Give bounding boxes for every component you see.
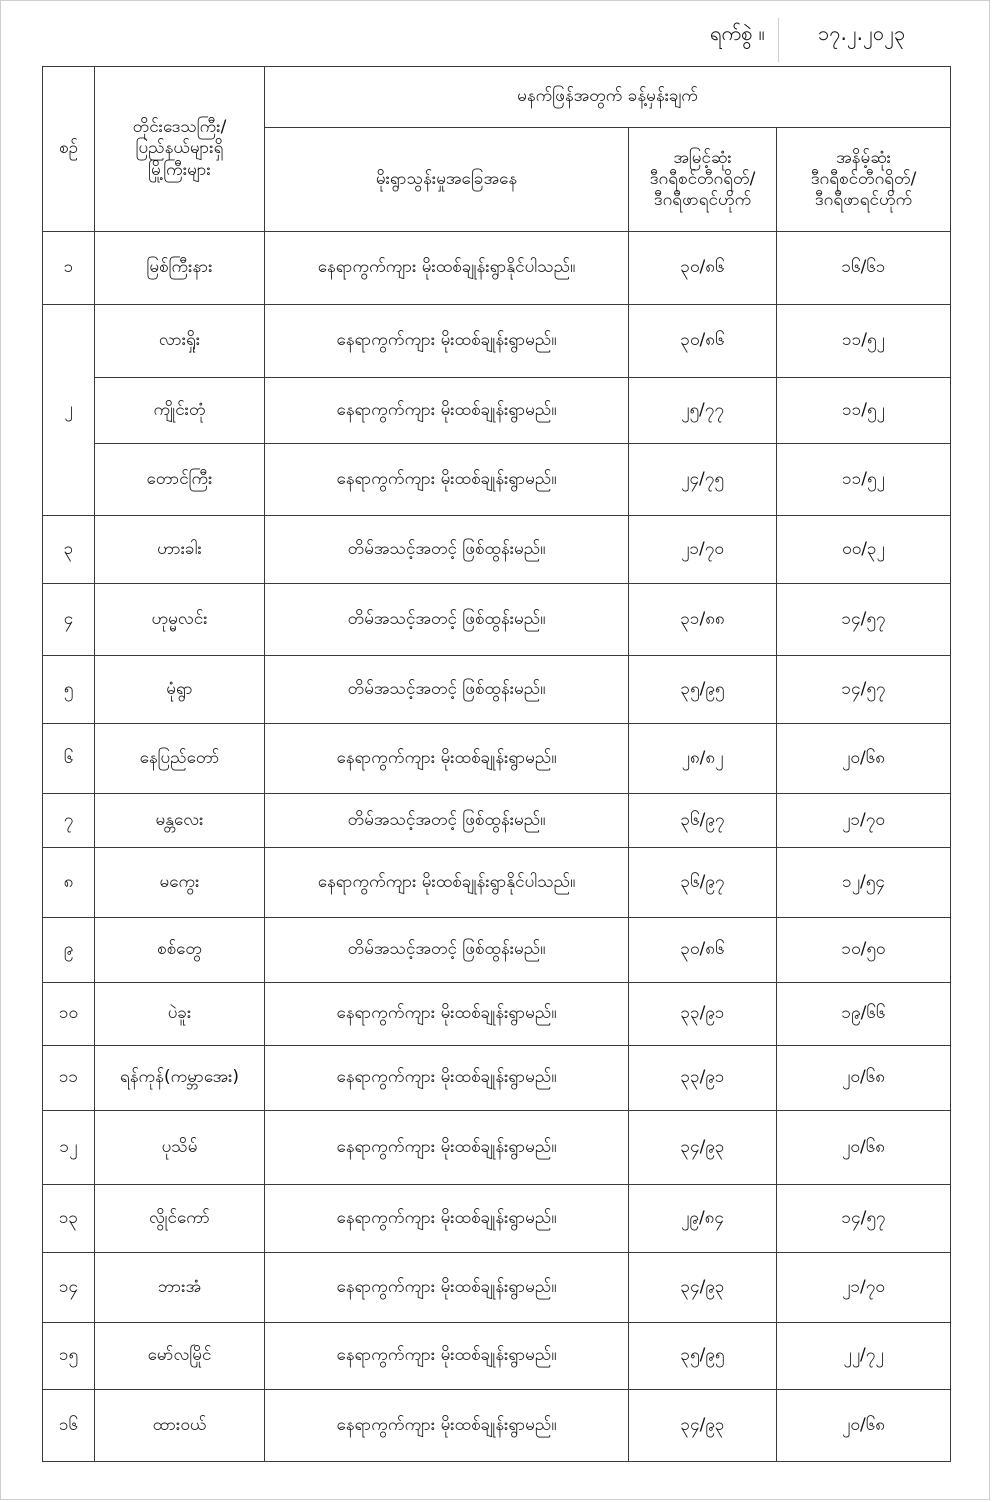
header-max-line-1: အမြင့်ဆုံး xyxy=(673,147,732,168)
row-city: ဟုမ္မလင်း xyxy=(95,584,265,656)
row-city: ဟားခါး xyxy=(95,516,265,584)
row-condition: တိမ်အသင့်အတင့် ဖြစ်ထွန်းမည်။ xyxy=(265,794,629,848)
date-value: ၁၇.၂.၂၀၂၃ xyxy=(818,21,906,45)
row-max: ၃၆/၉၇ xyxy=(629,848,777,918)
row-no: ၁၀ xyxy=(43,983,95,1046)
row-city: မော်လမြိုင် xyxy=(95,1323,265,1390)
row-max: ၃၃/၉၁ xyxy=(629,983,777,1046)
row-no: ၈ xyxy=(43,848,95,918)
row-min: ၁၁/၅၂ xyxy=(777,378,951,444)
date-row xyxy=(700,18,950,54)
header-min-line-2: ဒီဂရီစင်တီဂရိတ်/ xyxy=(810,168,917,189)
row-city: လွိုင်ကော် xyxy=(95,1185,265,1253)
table-row xyxy=(43,378,951,444)
row-min: ၂၀/၆၈ xyxy=(777,1390,951,1462)
header-max xyxy=(629,128,777,232)
table-row xyxy=(43,848,951,918)
table-row xyxy=(43,983,951,1046)
date-divider xyxy=(778,18,779,62)
table-row xyxy=(43,1111,951,1185)
table-row xyxy=(43,1390,951,1462)
row-condition: တိမ်အသင့်အတင့် ဖြစ်ထွန်းမည်။ xyxy=(265,584,629,656)
row-city: နေပြည်တော် xyxy=(95,724,265,794)
header-max-line-2: ဒီဂရီစင်တီဂရိတ်/ xyxy=(649,168,756,189)
row-no: ၁၆ xyxy=(43,1390,95,1462)
row-min: ၁၁/၅၂ xyxy=(777,444,951,516)
row-max: ၃၅/၉၅ xyxy=(629,656,777,724)
row-min: ၁၉/၆၆ xyxy=(777,983,951,1046)
row-city: လားရှိုး xyxy=(95,305,265,378)
row-condition: နေရာကွက်ကျား မိုးထစ်ချုန်းရွာမည်။ xyxy=(265,1185,629,1253)
header-city-line-2: ပြည်နယ်များရှိ xyxy=(135,138,224,159)
row-min: ၁၆/၆၁ xyxy=(777,232,951,305)
row-condition: နေရာကွက်ကျား မိုးထစ်ချုန်းရွာမည်။ xyxy=(265,305,629,378)
header-min-line-1: အနိမ့်ဆုံး xyxy=(836,147,891,168)
row-no: ၇ xyxy=(43,794,95,848)
row-min: ၂၀/၆၈ xyxy=(777,1046,951,1111)
row-min: ၁၄/၅၇ xyxy=(777,584,951,656)
row-min: ၂၀/၆၈ xyxy=(777,724,951,794)
table-row xyxy=(43,1185,951,1253)
row-condition: နေရာကွက်ကျား မိုးထစ်ချုန်းရွာမည်။ xyxy=(265,1111,629,1185)
header-condition: မိုးရွာသွန်းမှုအခြေအနေ xyxy=(265,128,629,232)
row-city: မကွေး xyxy=(95,848,265,918)
row-max: ၂၉/၈၄ xyxy=(629,1185,777,1253)
table-row xyxy=(43,1253,951,1323)
row-condition: နေရာကွက်ကျား မိုးထစ်ချုန်းရွာမည်။ xyxy=(265,983,629,1046)
row-no: ၄ xyxy=(43,584,95,656)
row-max: ၃၄/၉၃ xyxy=(629,1253,777,1323)
row-city: စစ်တွေ xyxy=(95,918,265,983)
row-condition: နေရာကွက်ကျား မိုးထစ်ချုန်းရွာမည်။ xyxy=(265,444,629,516)
row-min: ၂၀/၆၈ xyxy=(777,1111,951,1185)
row-max: ၃၀/၈၆ xyxy=(629,232,777,305)
header-forecast-group: မနက်ဖြန်အတွက် ခန့်မှန်းချက် xyxy=(265,67,951,128)
row-no: ၁ xyxy=(43,232,95,305)
row-no: ၅ xyxy=(43,656,95,724)
table-row xyxy=(43,656,951,724)
header-city-line-3: မြို့ကြီးများ xyxy=(148,159,211,180)
row-min: ၁၄/၅၇ xyxy=(777,656,951,724)
row-max: ၃၆/၉၇ xyxy=(629,794,777,848)
row-city: တောင်ကြီး xyxy=(95,444,265,516)
row-max: ၂၁/၇၀ xyxy=(629,516,777,584)
row-city: ပုသိမ် xyxy=(95,1111,265,1185)
table-row xyxy=(43,584,951,656)
table-row xyxy=(43,444,951,516)
table-row xyxy=(43,516,951,584)
row-condition: နေရာကွက်ကျား မိုးထစ်ချုန်းရွာနိုင်ပါသည်။ xyxy=(265,848,629,918)
table-row xyxy=(43,724,951,794)
row-min: ၂၁/၇၀ xyxy=(777,794,951,848)
row-condition: တိမ်အသင့်အတင့် ဖြစ်ထွန်းမည်။ xyxy=(265,516,629,584)
row-condition: နေရာကွက်ကျား မိုးထစ်ချုန်းရွာမည်။ xyxy=(265,1253,629,1323)
row-max: ၂၈/၈၂ xyxy=(629,724,777,794)
row-min: ၂၁/၇၀ xyxy=(777,1253,951,1323)
row-min: ၁၀/၅၀ xyxy=(777,918,951,983)
row-max: ၂၅/၇၇ xyxy=(629,378,777,444)
row-no: ၉ xyxy=(43,918,95,983)
header-min-line-3: ဒီဂရီဖာရင်ဟိုက် xyxy=(814,190,913,211)
row-city: မန္တလေး xyxy=(95,794,265,848)
row-condition: နေရာကွက်ကျား မိုးထစ်ချုန်းရွာမည်။ xyxy=(265,724,629,794)
row-condition: နေရာကွက်ကျား မိုးထစ်ချုန်းရွာမည်။ xyxy=(265,378,629,444)
table-row xyxy=(43,1046,951,1111)
row-city: မြစ်ကြီးနား xyxy=(95,232,265,305)
row-no: ၃ xyxy=(43,516,95,584)
row-city: ဘားအံ xyxy=(95,1253,265,1323)
row-city: ထားဝယ် xyxy=(95,1390,265,1462)
row-city: မုံရွာ xyxy=(95,656,265,724)
row-max: ၃၀/၈၆ xyxy=(629,305,777,378)
row-no: ၆ xyxy=(43,724,95,794)
header-city-line-1: တိုင်းဒေသကြီး/ xyxy=(132,117,227,138)
row-max: ၃၄/၉၃ xyxy=(629,1390,777,1462)
row-no: ၁၁ xyxy=(43,1046,95,1111)
row-condition: တိမ်အသင့်အတင့် ဖြစ်ထွန်းမည်။ xyxy=(265,656,629,724)
header-min xyxy=(777,128,951,232)
row-city: ပဲခူး xyxy=(95,983,265,1046)
row-city: ရန်ကုန်(ကမ္ဘာအေး) xyxy=(95,1046,265,1111)
table-row xyxy=(43,794,951,848)
row-no: ၁၂ xyxy=(43,1111,95,1185)
table-row xyxy=(43,918,951,983)
row-condition: နေရာကွက်ကျား မိုးထစ်ချုန်းရွာမည်။ xyxy=(265,1323,629,1390)
row-max: ၂၄/၇၅ xyxy=(629,444,777,516)
date-label: ရက်စွဲ ။ xyxy=(710,21,765,45)
row-min: ၀၀/၃၂ xyxy=(777,516,951,584)
header-city xyxy=(95,67,265,232)
row-no: ၂ xyxy=(43,305,95,516)
forecast-table xyxy=(42,66,951,1462)
header-no: စဉ် xyxy=(43,67,95,232)
row-condition: နေရာကွက်ကျား မိုးထစ်ချုန်းရွာနိုင်ပါသည်။ xyxy=(265,232,629,305)
row-condition: တိမ်အသင့်အတင့် ဖြစ်ထွန်းမည်။ xyxy=(265,918,629,983)
table-row xyxy=(43,305,951,378)
header-max-line-3: ဒီဂရီဖာရင်ဟိုက် xyxy=(653,190,752,211)
row-no: ၁၅ xyxy=(43,1323,95,1390)
row-max: ၃၅/၉၅ xyxy=(629,1323,777,1390)
row-condition: နေရာကွက်ကျား မိုးထစ်ချုန်းရွာမည်။ xyxy=(265,1390,629,1462)
table-row xyxy=(43,1323,951,1390)
row-max: ၃၃/၉၁ xyxy=(629,1046,777,1111)
row-min: ၁၁/၅၂ xyxy=(777,305,951,378)
row-min: ၁၂/၅၄ xyxy=(777,848,951,918)
table-row xyxy=(43,232,951,305)
row-max: ၃၁/၈၈ xyxy=(629,584,777,656)
row-no: ၁၄ xyxy=(43,1253,95,1323)
row-min: ၁၄/၅၇ xyxy=(777,1185,951,1253)
row-min: ၂၂/၇၂ xyxy=(777,1323,951,1390)
header-row-top xyxy=(43,67,951,128)
row-max: ၃၀/၈၆ xyxy=(629,918,777,983)
row-max: ၃၄/၉၃ xyxy=(629,1111,777,1185)
row-city: ကျိုင်းတုံ xyxy=(95,378,265,444)
row-condition: နေရာကွက်ကျား မိုးထစ်ချုန်းရွာမည်။ xyxy=(265,1046,629,1111)
row-no: ၁၃ xyxy=(43,1185,95,1253)
